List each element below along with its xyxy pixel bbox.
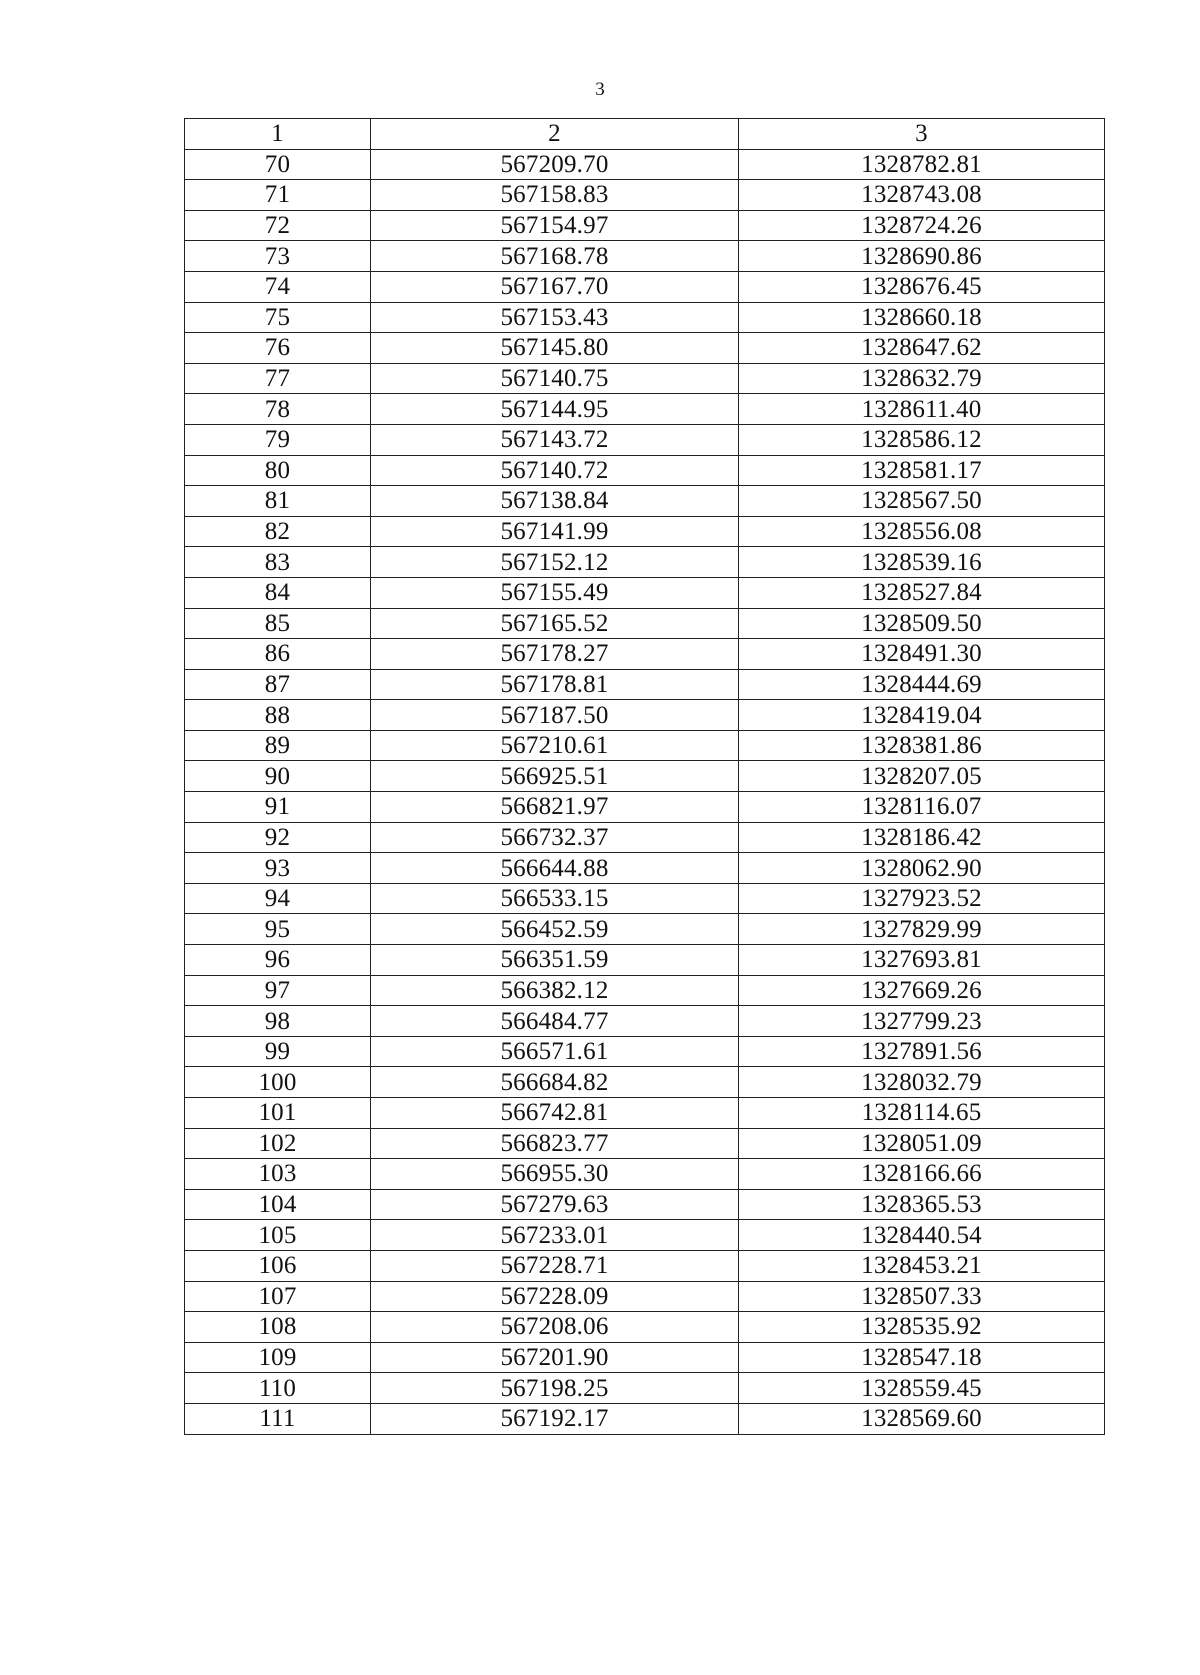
y-coordinate-cell: 1328547.18 xyxy=(739,1342,1105,1373)
y-coordinate-cell: 1327669.26 xyxy=(739,975,1105,1006)
table-row xyxy=(185,853,1105,884)
point-number-cell: 95 xyxy=(185,914,371,945)
point-number-cell: 98 xyxy=(185,1006,371,1037)
x-coordinate-cell: 567158.83 xyxy=(371,180,739,211)
column-header-1: 1 xyxy=(185,119,371,150)
table-row xyxy=(185,1281,1105,1312)
point-number-cell: 78 xyxy=(185,394,371,425)
point-number-cell: 97 xyxy=(185,975,371,1006)
point-number-cell: 85 xyxy=(185,608,371,639)
y-coordinate-cell: 1328116.07 xyxy=(739,792,1105,823)
table-row xyxy=(185,302,1105,333)
table-row xyxy=(185,730,1105,761)
x-coordinate-cell: 567228.71 xyxy=(371,1250,739,1281)
y-coordinate-cell: 1328419.04 xyxy=(739,700,1105,731)
point-number-cell: 76 xyxy=(185,333,371,364)
point-number-cell: 100 xyxy=(185,1067,371,1098)
table-row xyxy=(185,1128,1105,1159)
table-row xyxy=(185,761,1105,792)
x-coordinate-cell: 567140.75 xyxy=(371,363,739,394)
table-row xyxy=(185,975,1105,1006)
y-coordinate-cell: 1327693.81 xyxy=(739,945,1105,976)
y-coordinate-cell: 1328166.66 xyxy=(739,1159,1105,1190)
point-number-cell: 96 xyxy=(185,945,371,976)
x-coordinate-cell: 566684.82 xyxy=(371,1067,739,1098)
y-coordinate-cell: 1328782.81 xyxy=(739,149,1105,180)
table-row xyxy=(185,792,1105,823)
x-coordinate-cell: 567201.90 xyxy=(371,1342,739,1373)
y-coordinate-cell: 1328569.60 xyxy=(739,1403,1105,1434)
x-coordinate-cell: 567144.95 xyxy=(371,394,739,425)
table-row xyxy=(185,180,1105,211)
point-number-cell: 104 xyxy=(185,1189,371,1220)
y-coordinate-cell: 1328632.79 xyxy=(739,363,1105,394)
table-row xyxy=(185,486,1105,517)
x-coordinate-cell: 567143.72 xyxy=(371,424,739,455)
table-row xyxy=(185,547,1105,578)
y-coordinate-cell: 1328676.45 xyxy=(739,271,1105,302)
table-row xyxy=(185,1006,1105,1037)
x-coordinate-cell: 567209.70 xyxy=(371,149,739,180)
table-row xyxy=(185,1250,1105,1281)
y-coordinate-cell: 1328647.62 xyxy=(739,333,1105,364)
point-number-cell: 73 xyxy=(185,241,371,272)
x-coordinate-cell: 567210.61 xyxy=(371,730,739,761)
point-number-cell: 106 xyxy=(185,1250,371,1281)
table-row xyxy=(185,241,1105,272)
table-body xyxy=(185,149,1105,1434)
y-coordinate-cell: 1328444.69 xyxy=(739,669,1105,700)
y-coordinate-cell: 1328207.05 xyxy=(739,761,1105,792)
y-coordinate-cell: 1328527.84 xyxy=(739,577,1105,608)
x-coordinate-cell: 566925.51 xyxy=(371,761,739,792)
x-coordinate-cell: 566571.61 xyxy=(371,1036,739,1067)
point-number-cell: 80 xyxy=(185,455,371,486)
point-number-cell: 75 xyxy=(185,302,371,333)
table-row xyxy=(185,210,1105,241)
table-row xyxy=(185,149,1105,180)
table-row xyxy=(185,1036,1105,1067)
x-coordinate-cell: 566732.37 xyxy=(371,822,739,853)
y-coordinate-cell: 1328051.09 xyxy=(739,1128,1105,1159)
table-row xyxy=(185,1403,1105,1434)
y-coordinate-cell: 1328611.40 xyxy=(739,394,1105,425)
point-number-cell: 74 xyxy=(185,271,371,302)
table-row xyxy=(185,1189,1105,1220)
y-coordinate-cell: 1328507.33 xyxy=(739,1281,1105,1312)
x-coordinate-cell: 567141.99 xyxy=(371,516,739,547)
x-coordinate-cell: 566351.59 xyxy=(371,945,739,976)
point-number-cell: 111 xyxy=(185,1403,371,1434)
point-number-cell: 92 xyxy=(185,822,371,853)
point-number-cell: 87 xyxy=(185,669,371,700)
point-number-cell: 89 xyxy=(185,730,371,761)
x-coordinate-cell: 567192.17 xyxy=(371,1403,739,1434)
y-coordinate-cell: 1328186.42 xyxy=(739,822,1105,853)
table-row xyxy=(185,822,1105,853)
table-row xyxy=(185,883,1105,914)
table-row xyxy=(185,577,1105,608)
y-coordinate-cell: 1328556.08 xyxy=(739,516,1105,547)
y-coordinate-cell: 1328539.16 xyxy=(739,547,1105,578)
table-row xyxy=(185,1342,1105,1373)
table-row xyxy=(185,1159,1105,1190)
y-coordinate-cell: 1328535.92 xyxy=(739,1312,1105,1343)
y-coordinate-cell: 1327799.23 xyxy=(739,1006,1105,1037)
y-coordinate-cell: 1328440.54 xyxy=(739,1220,1105,1251)
point-number-cell: 107 xyxy=(185,1281,371,1312)
point-number-cell: 77 xyxy=(185,363,371,394)
column-header-3: 3 xyxy=(739,119,1105,150)
y-coordinate-cell: 1328509.50 xyxy=(739,608,1105,639)
y-coordinate-cell: 1328743.08 xyxy=(739,180,1105,211)
table-row xyxy=(185,608,1105,639)
y-coordinate-cell: 1328559.45 xyxy=(739,1373,1105,1404)
x-coordinate-cell: 566823.77 xyxy=(371,1128,739,1159)
point-number-cell: 72 xyxy=(185,210,371,241)
x-coordinate-cell: 567155.49 xyxy=(371,577,739,608)
x-coordinate-cell: 567208.06 xyxy=(371,1312,739,1343)
y-coordinate-cell: 1328724.26 xyxy=(739,210,1105,241)
x-coordinate-cell: 567233.01 xyxy=(371,1220,739,1251)
x-coordinate-cell: 566533.15 xyxy=(371,883,739,914)
table-row xyxy=(185,1312,1105,1343)
x-coordinate-cell: 567165.52 xyxy=(371,608,739,639)
page-number: 3 xyxy=(595,79,605,100)
point-number-cell: 88 xyxy=(185,700,371,731)
x-coordinate-cell: 567168.78 xyxy=(371,241,739,272)
point-number-cell: 81 xyxy=(185,486,371,517)
x-coordinate-cell: 567154.97 xyxy=(371,210,739,241)
table-row xyxy=(185,271,1105,302)
x-coordinate-cell: 567140.72 xyxy=(371,455,739,486)
point-number-cell: 90 xyxy=(185,761,371,792)
y-coordinate-cell: 1328586.12 xyxy=(739,424,1105,455)
table-row xyxy=(185,1220,1105,1251)
point-number-cell: 103 xyxy=(185,1159,371,1190)
table-row xyxy=(185,1098,1105,1129)
x-coordinate-cell: 566644.88 xyxy=(371,853,739,884)
table-row xyxy=(185,1373,1105,1404)
table-row xyxy=(185,333,1105,364)
x-coordinate-cell: 566742.81 xyxy=(371,1098,739,1129)
table-row xyxy=(185,363,1105,394)
x-coordinate-cell: 566452.59 xyxy=(371,914,739,945)
x-coordinate-cell: 566821.97 xyxy=(371,792,739,823)
table-row xyxy=(185,639,1105,670)
point-number-cell: 71 xyxy=(185,180,371,211)
column-header-2: 2 xyxy=(371,119,739,150)
point-number-cell: 91 xyxy=(185,792,371,823)
x-coordinate-cell: 566955.30 xyxy=(371,1159,739,1190)
y-coordinate-cell: 1328365.53 xyxy=(739,1189,1105,1220)
y-coordinate-cell: 1327829.99 xyxy=(739,914,1105,945)
header-row xyxy=(185,119,1105,150)
table-header xyxy=(185,119,1105,150)
table-row xyxy=(185,914,1105,945)
x-coordinate-cell: 567167.70 xyxy=(371,271,739,302)
table-row xyxy=(185,1067,1105,1098)
point-number-cell: 110 xyxy=(185,1373,371,1404)
y-coordinate-cell: 1328491.30 xyxy=(739,639,1105,670)
x-coordinate-cell: 567145.80 xyxy=(371,333,739,364)
x-coordinate-cell: 567178.27 xyxy=(371,639,739,670)
y-coordinate-cell: 1328381.86 xyxy=(739,730,1105,761)
y-coordinate-cell: 1328062.90 xyxy=(739,853,1105,884)
point-number-cell: 105 xyxy=(185,1220,371,1251)
y-coordinate-cell: 1328114.65 xyxy=(739,1098,1105,1129)
point-number-cell: 93 xyxy=(185,853,371,884)
y-coordinate-cell: 1328453.21 xyxy=(739,1250,1105,1281)
y-coordinate-cell: 1328690.86 xyxy=(739,241,1105,272)
table-row xyxy=(185,394,1105,425)
table-row xyxy=(185,669,1105,700)
point-number-cell: 101 xyxy=(185,1098,371,1129)
y-coordinate-cell: 1327923.52 xyxy=(739,883,1105,914)
x-coordinate-cell: 567187.50 xyxy=(371,700,739,731)
point-number-cell: 79 xyxy=(185,424,371,455)
x-coordinate-cell: 567138.84 xyxy=(371,486,739,517)
table-row xyxy=(185,424,1105,455)
y-coordinate-cell: 1327891.56 xyxy=(739,1036,1105,1067)
point-number-cell: 83 xyxy=(185,547,371,578)
point-number-cell: 102 xyxy=(185,1128,371,1159)
y-coordinate-cell: 1328567.50 xyxy=(739,486,1105,517)
point-number-cell: 84 xyxy=(185,577,371,608)
point-number-cell: 82 xyxy=(185,516,371,547)
coordinates-table xyxy=(184,118,1105,1435)
x-coordinate-cell: 567228.09 xyxy=(371,1281,739,1312)
x-coordinate-cell: 567279.63 xyxy=(371,1189,739,1220)
x-coordinate-cell: 567198.25 xyxy=(371,1373,739,1404)
y-coordinate-cell: 1328660.18 xyxy=(739,302,1105,333)
x-coordinate-cell: 567152.12 xyxy=(371,547,739,578)
y-coordinate-cell: 1328581.17 xyxy=(739,455,1105,486)
table-row xyxy=(185,455,1105,486)
table-row xyxy=(185,516,1105,547)
point-number-cell: 109 xyxy=(185,1342,371,1373)
x-coordinate-cell: 567178.81 xyxy=(371,669,739,700)
point-number-cell: 70 xyxy=(185,149,371,180)
x-coordinate-cell: 566484.77 xyxy=(371,1006,739,1037)
table-row xyxy=(185,945,1105,976)
point-number-cell: 108 xyxy=(185,1312,371,1343)
table-row xyxy=(185,700,1105,731)
point-number-cell: 86 xyxy=(185,639,371,670)
y-coordinate-cell: 1328032.79 xyxy=(739,1067,1105,1098)
x-coordinate-cell: 566382.12 xyxy=(371,975,739,1006)
x-coordinate-cell: 567153.43 xyxy=(371,302,739,333)
point-number-cell: 99 xyxy=(185,1036,371,1067)
point-number-cell: 94 xyxy=(185,883,371,914)
